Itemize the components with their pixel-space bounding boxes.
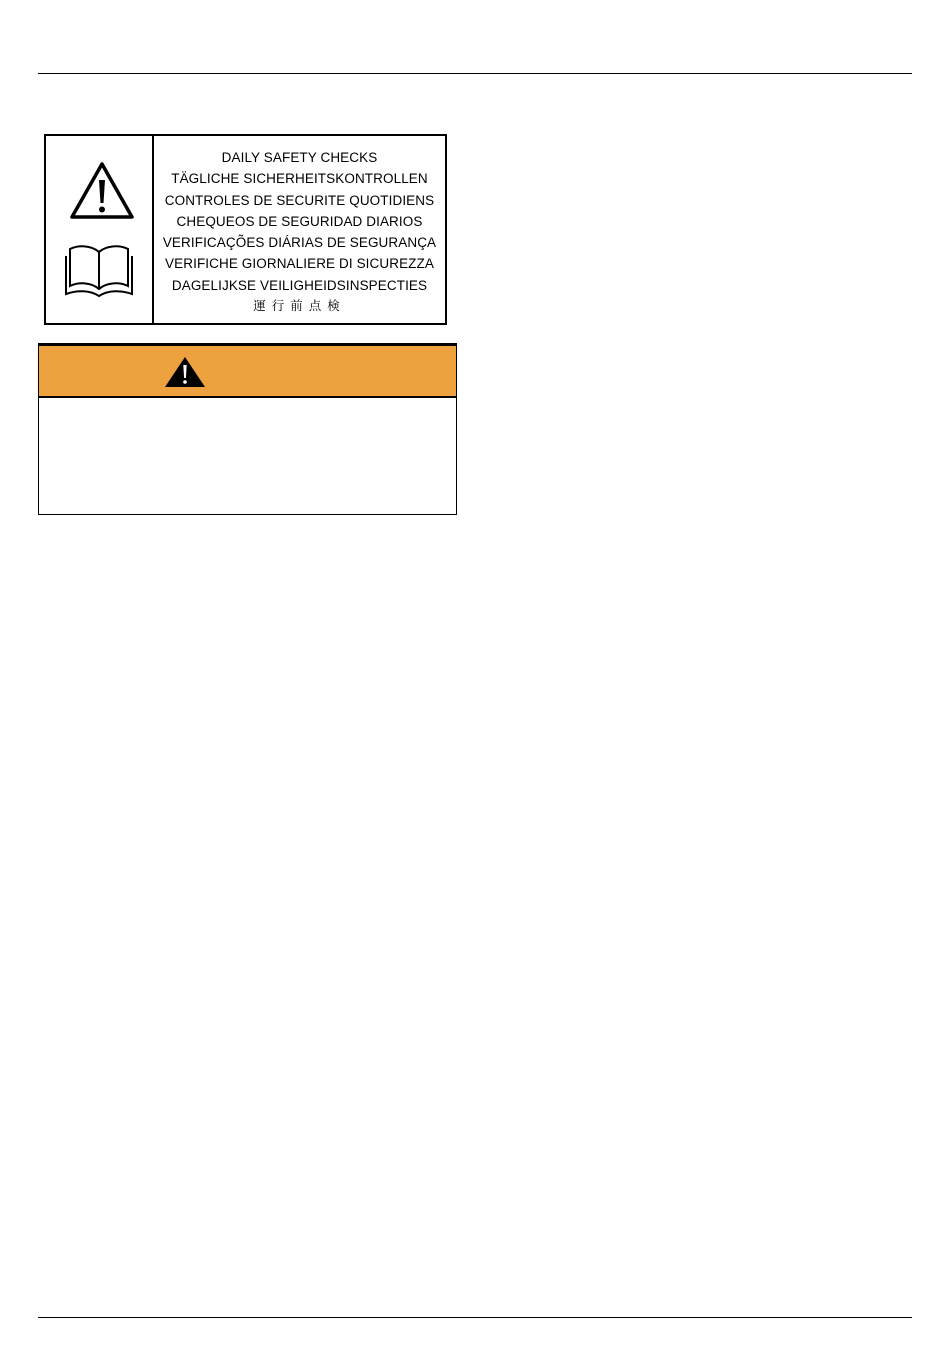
label-line-italian: VERIFICHE GIORNALIERE DI SICUREZZA [165,256,434,272]
daily-safety-checks-label [44,134,447,325]
label-line-english: DAILY SAFETY CHECKS [221,150,378,165]
warning-header [39,344,456,398]
footer-rule [38,1317,912,1318]
header-rule [38,73,912,74]
warning-body [39,398,456,418]
label-line-spanish: CHEQUEOS DE SEGURIDAD DIARIOS [176,213,423,229]
warning-box [38,343,457,515]
label-line-german: TÄGLICHE SICHERHEITSKONTROLLEN [171,171,428,187]
label-text-panel [154,136,445,323]
manual-book-icon [64,242,134,300]
label-line-japanese: 運行前点検 [253,299,346,314]
warning-triangle-icon [163,355,207,389]
warning-triangle-icon [68,160,136,222]
label-icon-panel [46,136,154,323]
label-line-portuguese: VERIFICAÇÕES DIÁRIAS DE SEGURANÇA [162,235,437,251]
label-line-dutch: DAGELIJKSE VEILIGHEIDSINSPECTIES [171,277,428,293]
label-line-french: CONTROLES DE SECURITE QUOTIDIENS [164,192,435,208]
